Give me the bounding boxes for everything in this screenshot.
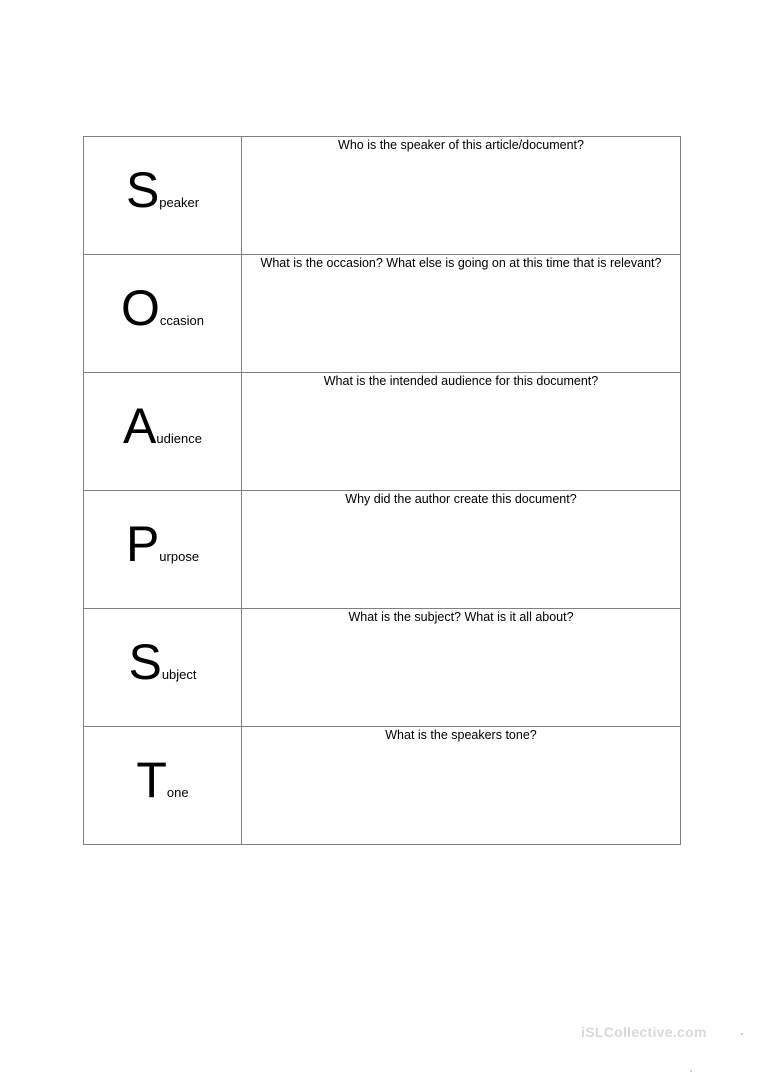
answer-cell-purpose[interactable] xyxy=(242,491,681,609)
initial-letter: A xyxy=(123,397,157,454)
table-row xyxy=(84,137,681,255)
question-prompt: Why did the author create this document? xyxy=(345,492,577,506)
initial-letter: P xyxy=(125,515,160,572)
decorative-dot xyxy=(690,1070,692,1072)
letter-cell-tone xyxy=(84,727,242,845)
word-remainder: ubject xyxy=(161,666,197,682)
table-row xyxy=(84,491,681,609)
word-remainder: udience xyxy=(156,430,202,446)
question-prompt: What is the intended audience for this document? xyxy=(323,374,599,388)
table-row xyxy=(84,727,681,845)
initial-letter: S xyxy=(125,161,160,218)
table-row xyxy=(84,609,681,727)
letter-cell-subject xyxy=(84,609,242,727)
word-remainder: one xyxy=(166,784,189,800)
decorative-dot xyxy=(741,1033,743,1035)
letter-cell-speaker xyxy=(84,137,242,255)
letter-cell-audience xyxy=(84,373,242,491)
initial-letter: T xyxy=(136,751,167,808)
word-remainder: peaker xyxy=(159,194,200,210)
letter-cell-occasion xyxy=(84,255,242,373)
table-row xyxy=(84,373,681,491)
answer-cell-speaker[interactable] xyxy=(242,137,681,255)
table-row xyxy=(84,255,681,373)
answer-cell-tone[interactable] xyxy=(242,727,681,845)
question-prompt: Who is the speaker of this article/document? xyxy=(338,138,584,152)
initial-letter: O xyxy=(121,279,160,336)
watermark-logo: iSLCollective.com xyxy=(581,1024,707,1040)
soapstone-table xyxy=(83,136,681,845)
word-remainder: urpose xyxy=(159,548,200,564)
question-prompt: What is the subject? What is it all about? xyxy=(348,610,574,624)
question-prompt: What is the speakers tone? xyxy=(385,728,537,742)
answer-cell-occasion[interactable] xyxy=(242,255,681,373)
initial-letter: S xyxy=(128,633,162,690)
answer-cell-audience[interactable] xyxy=(242,373,681,491)
letter-cell-purpose xyxy=(84,491,242,609)
question-prompt: What is the occasion? What else is going on at this time that is relevant? xyxy=(260,256,662,270)
word-remainder: ccasion xyxy=(159,312,204,328)
answer-cell-subject[interactable] xyxy=(242,609,681,727)
